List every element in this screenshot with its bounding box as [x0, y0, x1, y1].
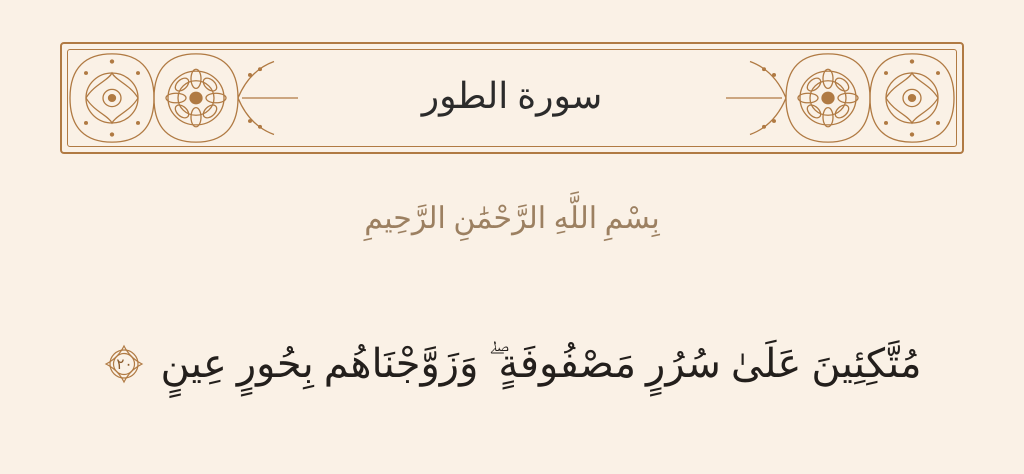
- ayah-number: ٢٠: [116, 356, 133, 373]
- surah-header-banner: [60, 42, 964, 154]
- basmala-text: بِسْمِ اللَّهِ الرَّحْمَٰنِ الرَّحِيمِ: [364, 202, 660, 235]
- surah-title: سورة الطور: [421, 76, 603, 116]
- ayah-text: مُتَّكِئِينَ عَلَىٰ سُرُرٍ مَصْفُوفَةٍ ۖ وَزَوَّجْنَاهُم بِحُورٍ عِينٍ: [160, 341, 922, 386]
- ayah-end-rosette-icon: [102, 342, 146, 386]
- ayah-row: [0, 330, 1024, 398]
